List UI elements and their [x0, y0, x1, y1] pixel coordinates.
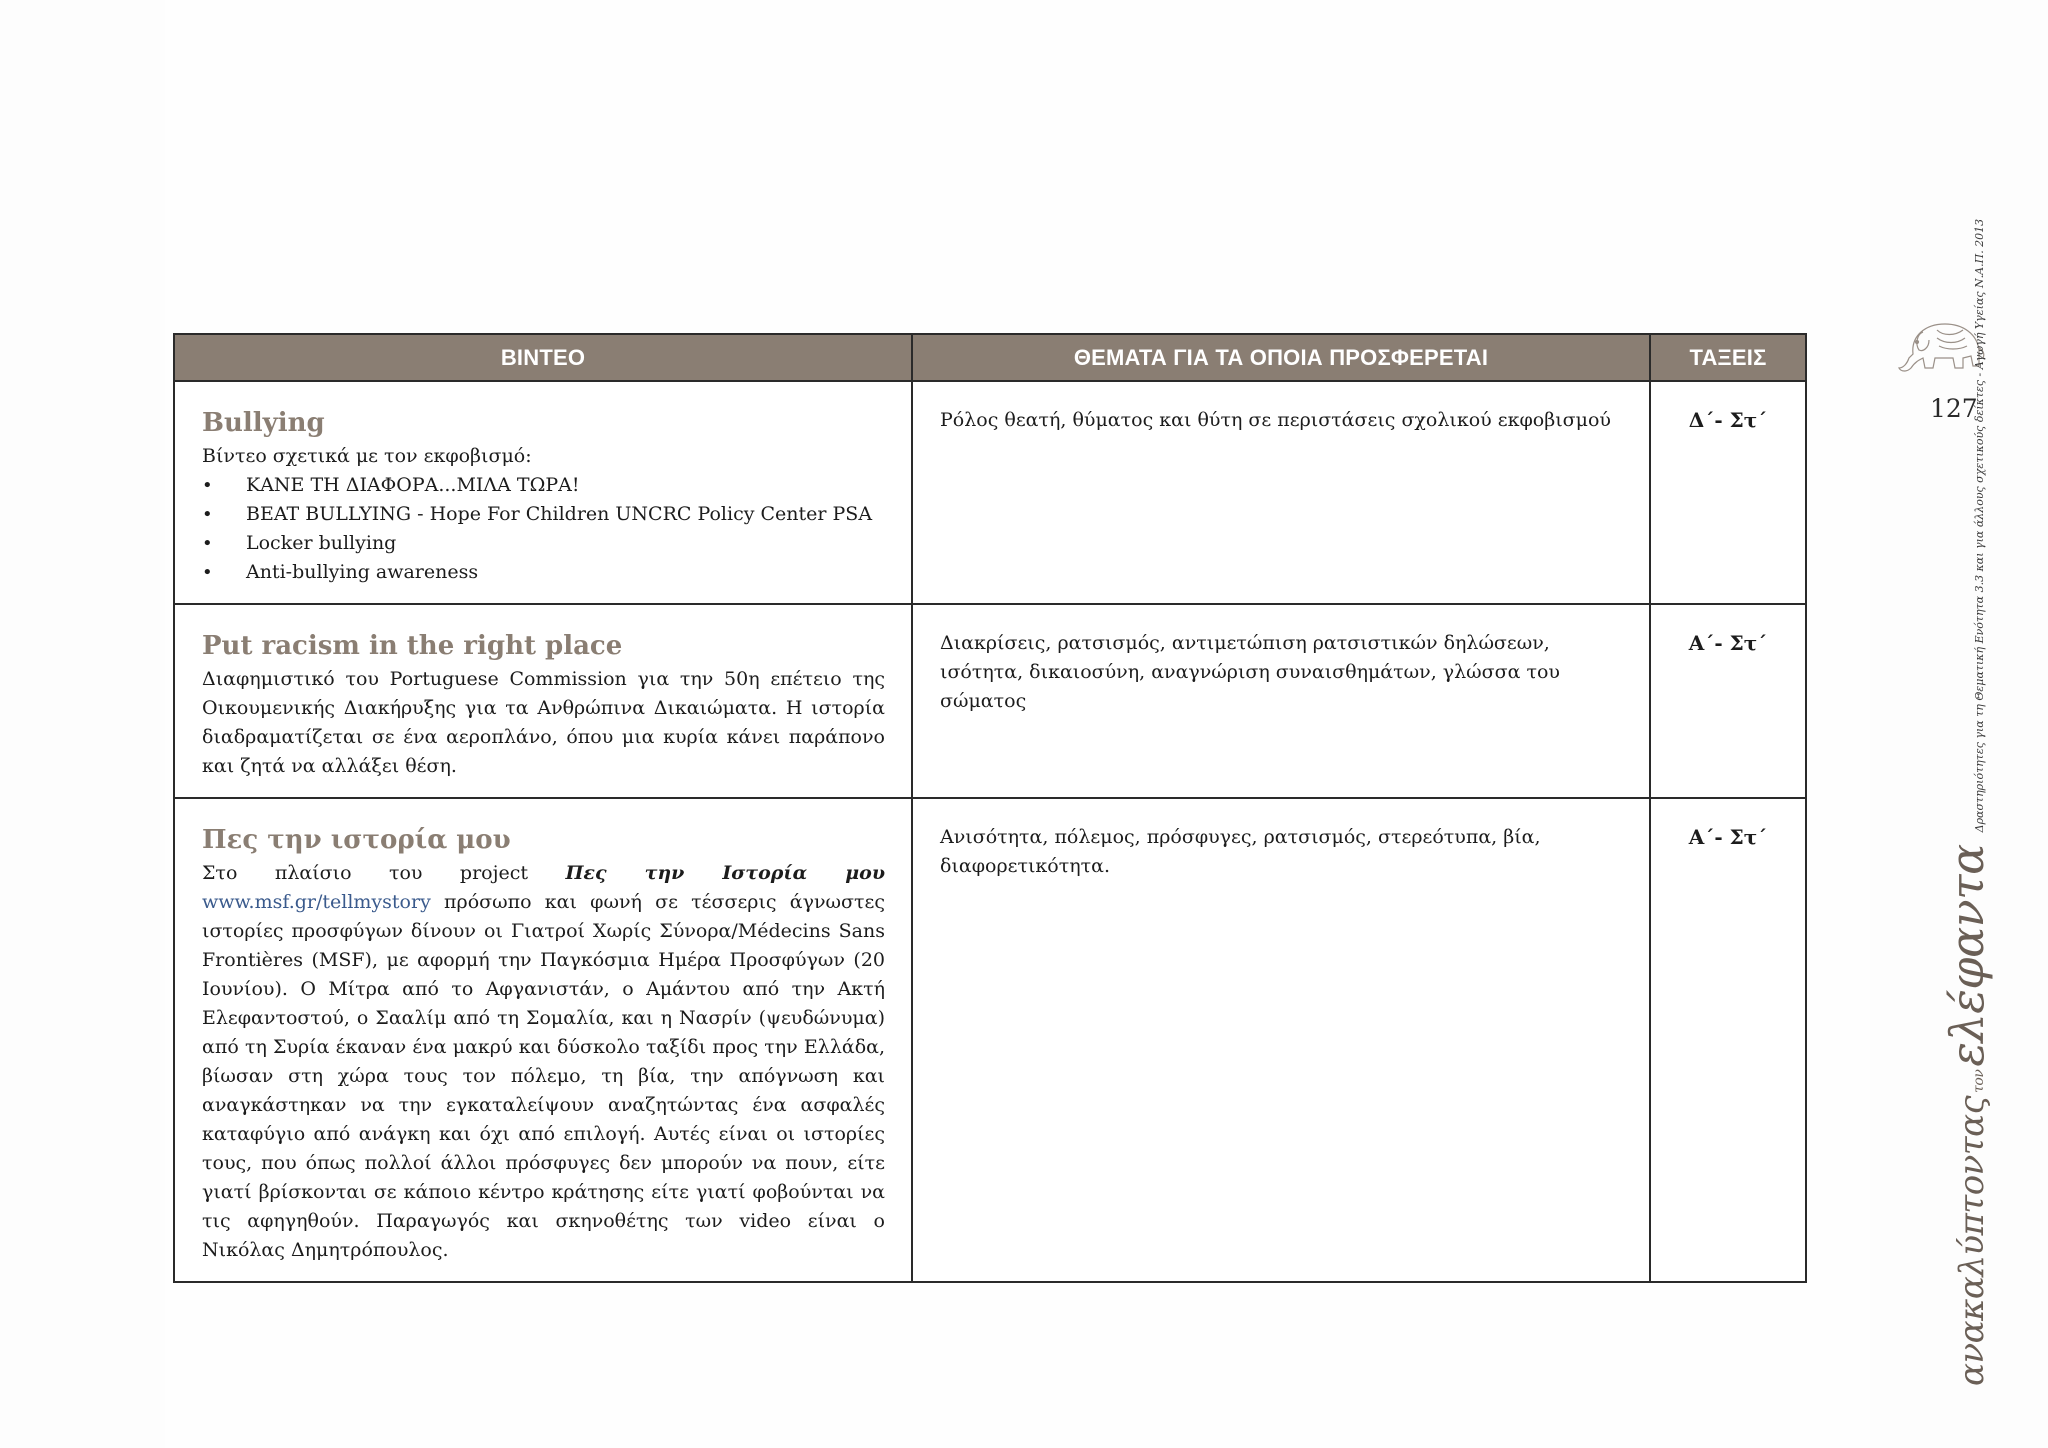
video-list: [202, 471, 885, 587]
video-cell: [174, 604, 912, 798]
table-header-row: [174, 334, 1806, 381]
topics-cell: Ρόλος θεατή, θύματος και θύτη σε περιστάσεις σχολικού εκφοβισμού: [912, 381, 1650, 604]
grades-cell: Δ΄- Στ΄: [1650, 381, 1806, 604]
brand-part-2: τον: [1971, 1069, 1987, 1093]
video-title: Put racism in the right place: [202, 631, 623, 661]
header-video: ΒΙΝΤΕΟ: [174, 334, 912, 381]
video-cell: [174, 798, 912, 1282]
topics-cell: Διακρίσεις, ρατσισμός, αντιμετώπιση ρατσιστικών δηλώσεων, ισότητα, δικαιοσύνη, αναγνώριση συναισθημάτων, γλώσσα του σώματος: [912, 604, 1650, 798]
side-note: Δραστηριότητες για τη Θεματική Ενότητα 3.3 και για άλλους σχετικούς δείκτες - Αγωγή Υγείας Ν.Α.Π. 2013: [1973, 218, 1986, 833]
list-item: • Anti-bullying awareness: [220, 558, 885, 587]
video-cell: [174, 381, 912, 604]
video-description: Διαφημιστικό του Portuguese Commission για την 50η επέτειο της Οικουμενικής Διακήρυξης για τα Ανθρώπινα Δικαιώματα. Η ιστορία διαδραματίζεται σε ένα αεροπλάνο, όπου μια κυρία κάνει παράπονο και ζητά να αλλάξει θέση.: [202, 668, 885, 777]
page-number: 127: [1930, 394, 1978, 423]
description-text: πρόσωπο και φωνή σε τέσσερις άγνωστες ιστορίες προσφύγων δίνουν οι Γιατροί Χωρίς Σύνορα/Médecins Sans Frontières (MSF), με αφορμή την Παγκόσμια Ημέρα Προσφύγων (20 Ιουνίου). Ο Μίτρα από το Αφγανιστάν, ο Αμάντου από την Ακτή Ελεφαντοστού, ο Σααλίμ από τη Σομαλία, και η Νασρίν (ψευδώνυμα) από τη Συρία έκαναν ένα μακρύ και δύσκολο ταξίδι προς την Ελλάδα, βίωσαν στη χώρα τους τον πόλεμο, τη βία, την απόγνωση και αναγκάστηκαν να την εγκαταλείψουν αναζητώντας ένα ασφαλές καταφύγιο από ανάγκη και όχι από επιλογή. Αυτές είναι οι ιστορίες τους, που όπως πολλοί άλλοι πρόσφυγες δεν μπορούν να πουν, είτε γιατί βρίσκονται σε κάποιο κέντρο κράτησης είτε γιατί φοβούνται να τις αφηγηθούν. Παραγωγός και σκηνοθέτης των video είναι ο Νικόλας Δημητρόπουλος.: [202, 891, 885, 1261]
video-description: [202, 859, 885, 1265]
list-item: • BEAT BULLYING - Hope For Children UNCRC Policy Center PSA: [220, 500, 885, 529]
brand-part-1: ανακαλύπτοντας: [1952, 1095, 1992, 1386]
grades-cell: Α΄- Στ΄: [1650, 798, 1806, 1282]
side-band: [1940, 218, 2000, 1386]
video-title: Πες την ιστορία μου: [202, 825, 511, 855]
header-topics: ΘΕΜΑΤΑ ΓΙΑ ΤΑ ΟΠΟΙΑ ΠΡΟΣΦΕΡΕΤΑΙ: [912, 334, 1650, 381]
video-description: Βίντεο σχετικά με τον εκφοβισμό:: [202, 445, 532, 467]
list-item: • ΚΑΝΕ ΤΗ ΔΙΑΦΟΡΑ...ΜΙΛΑ ΤΩΡΑ!: [220, 471, 885, 500]
grades-cell: Α΄- Στ΄: [1650, 604, 1806, 798]
video-table: [173, 333, 1807, 1283]
description-prefix: Στο πλαίσιο του project: [202, 862, 566, 884]
header-grades: ΤΑΞΕΙΣ: [1650, 334, 1806, 381]
project-name: Πες την Ιστορία μου: [565, 862, 885, 884]
table-row: [174, 381, 1806, 604]
video-title: Bullying: [202, 408, 325, 438]
project-link[interactable]: www.msf.gr/tellmystory: [202, 891, 431, 913]
table-row: [174, 604, 1806, 798]
brand-part-3: ελέφαντα: [1940, 844, 1994, 1067]
list-item: • Locker bullying: [220, 529, 885, 558]
topics-cell: Ανισότητα, πόλεμος, πρόσφυγες, ρατσισμός, στερεότυπα, βία, διαφορετικότητα.: [912, 798, 1650, 1282]
table-row: [174, 798, 1806, 1282]
